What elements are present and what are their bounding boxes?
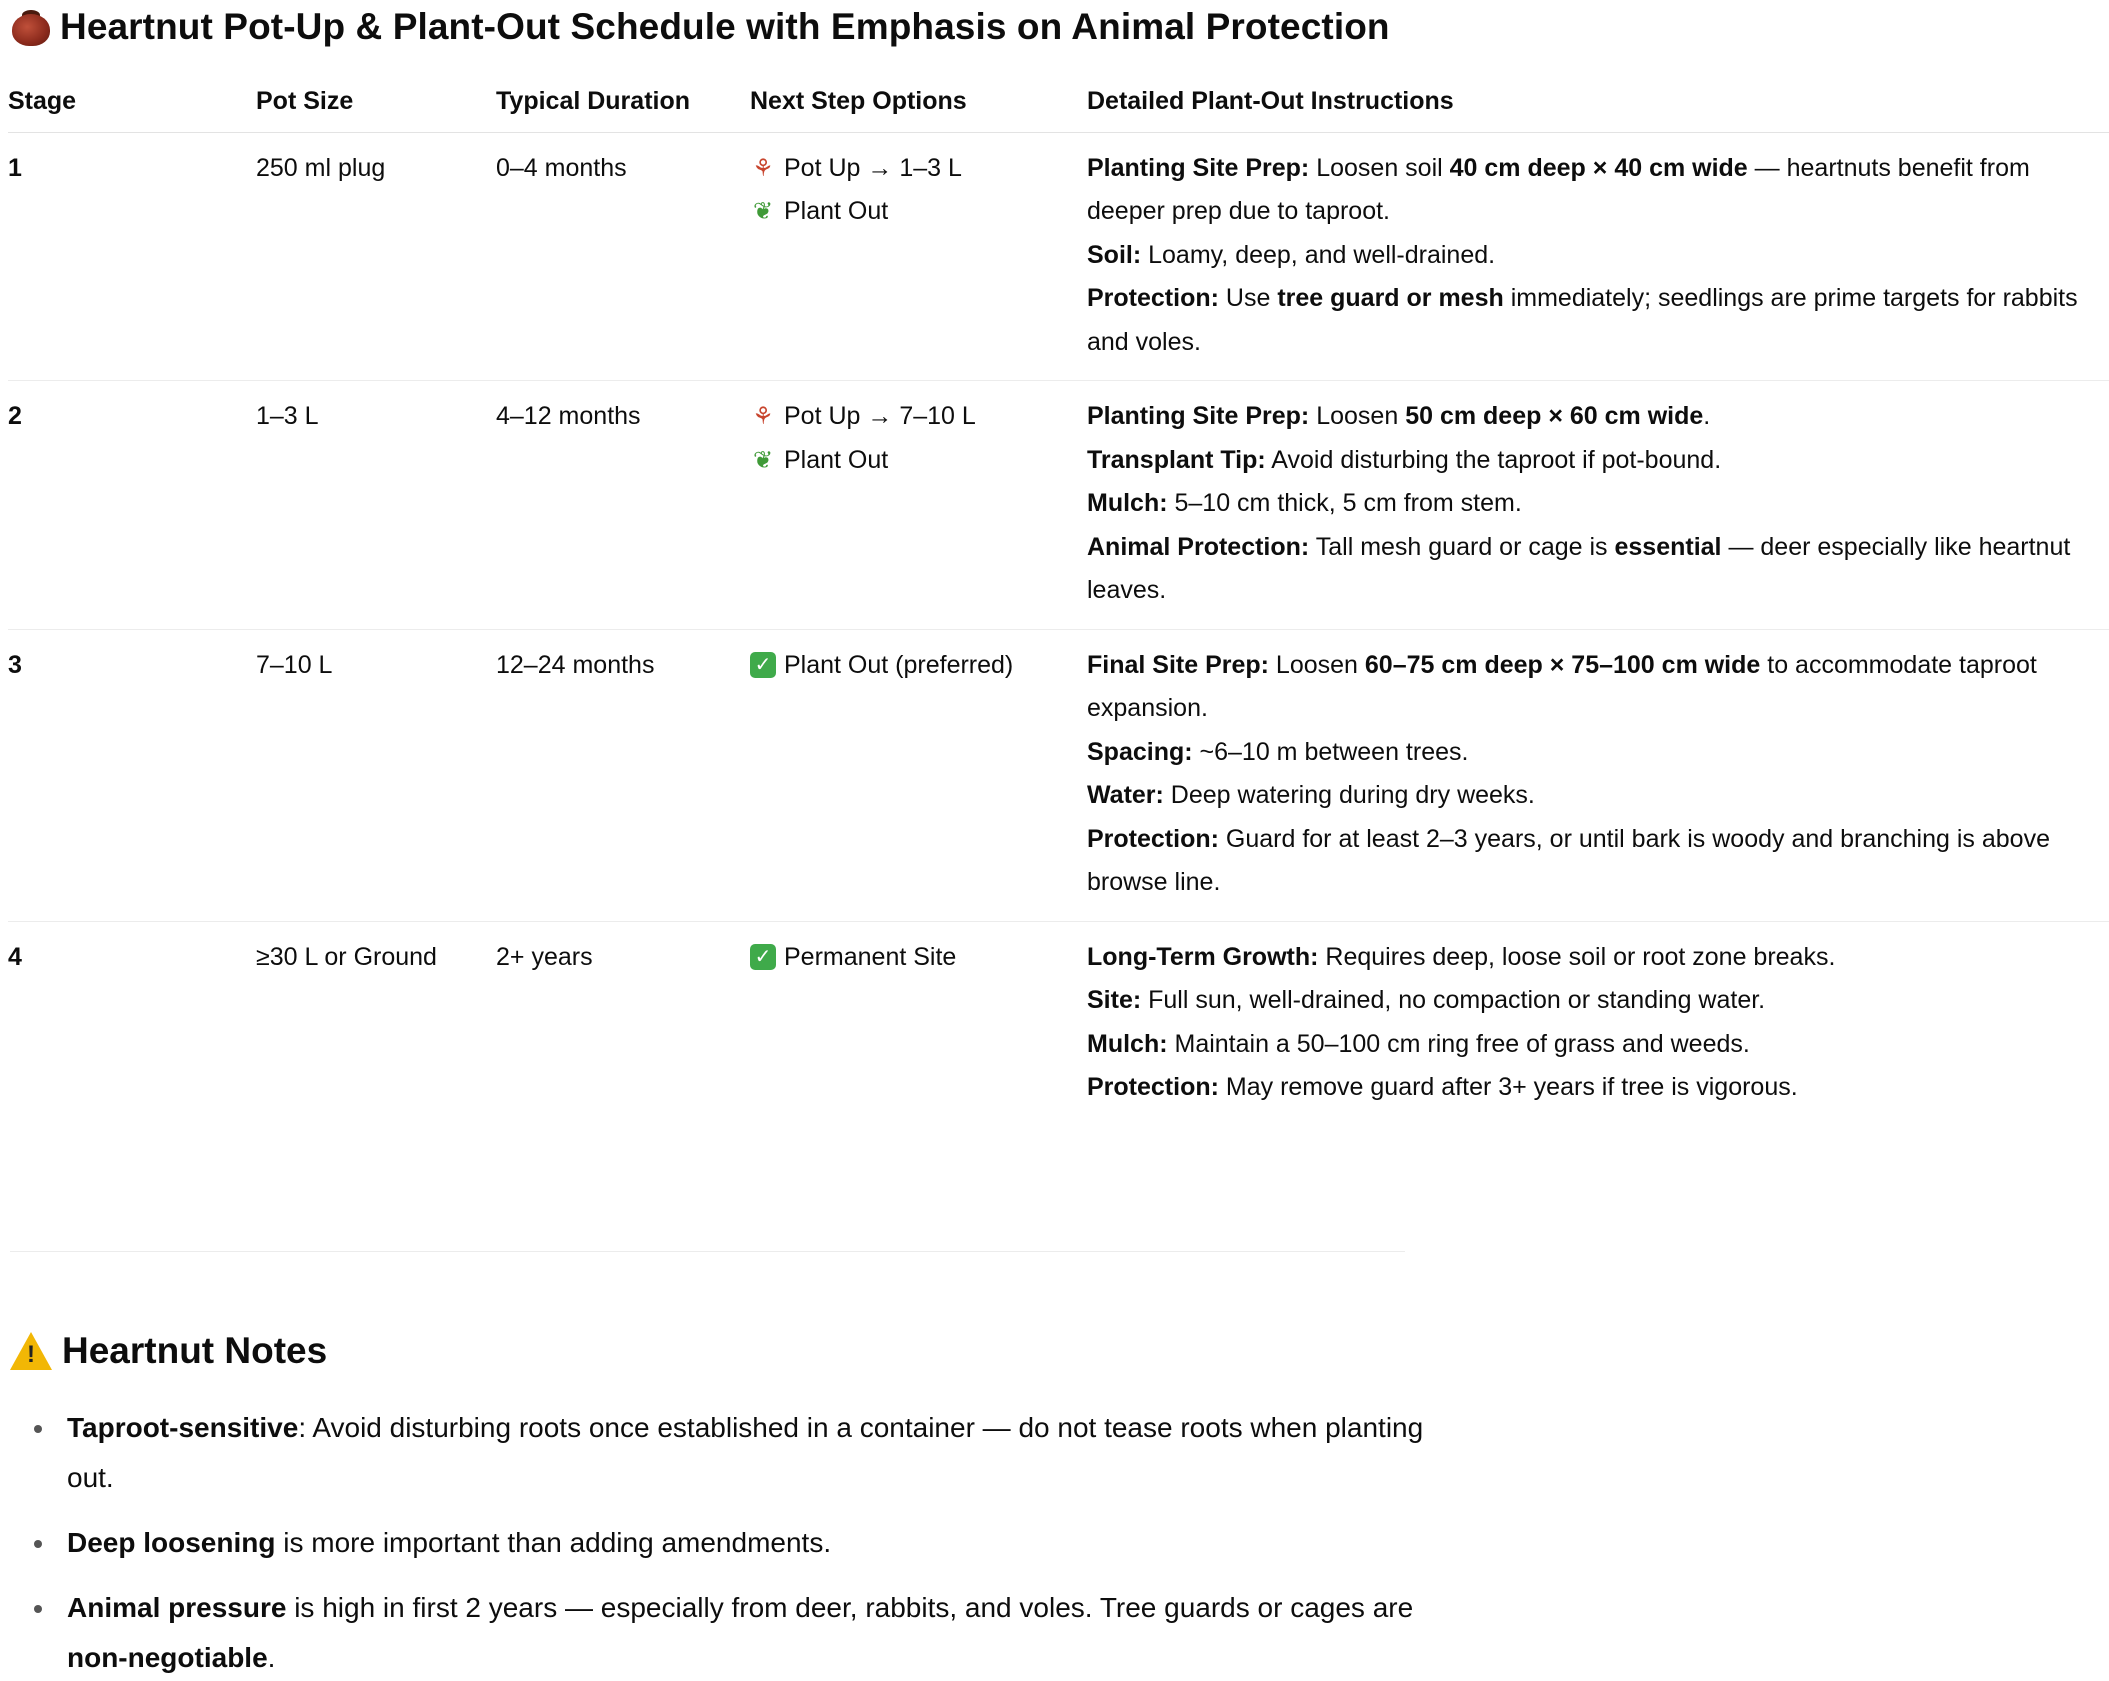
instruction-line <box>1087 482 2109 526</box>
option-item <box>750 439 1087 483</box>
text-segment: Maintain a 50–100 cm ring free of grass and weeds. <box>1167 1029 1750 1058</box>
pot-size-cell: ≥30 L or Ground <box>256 942 437 971</box>
text-segment: Guard for at least 2–3 years, or until bark is woody and branching is above browse line. <box>1087 824 2050 896</box>
bold-text: Deep loosening <box>67 1527 276 1558</box>
bold-text: Protection: <box>1087 284 1219 312</box>
stage-cell: 2 <box>8 381 256 630</box>
instructions-cell <box>1087 921 2109 1126</box>
bold-text: Animal Protection: <box>1087 532 1310 561</box>
bold-text: essential <box>1614 532 1722 561</box>
instructions-cell <box>1087 629 2109 921</box>
schedule-table <box>8 78 2109 1126</box>
note-item <box>34 1583 1424 1681</box>
text-segment: 5–10 cm thick, 5 cm from stem. <box>1167 489 1522 517</box>
pot-size-cell: 250 ml plug <box>256 132 496 381</box>
text-segment: Requires deep, loose soil or root zone breaks. <box>1318 942 1836 971</box>
bold-text: Planting Site Prep: <box>1087 402 1310 430</box>
option-label: Plant Out <box>784 197 889 225</box>
stage-cell: 3 <box>8 629 256 921</box>
option-item <box>750 147 1087 191</box>
instructions-cell <box>1087 381 2109 630</box>
option-label: Pot Up → 1–3 L <box>784 153 962 182</box>
option-label: Plant Out <box>784 445 889 474</box>
pot-size-cell: 1–3 L <box>256 381 496 630</box>
text-segment: . <box>267 1642 276 1673</box>
instruction-line <box>1087 936 2109 980</box>
text-segment: immediately; seedlings are prime targets for rabbits and voles. <box>1087 284 2078 356</box>
options-cell <box>750 381 1087 630</box>
text-segment: Full sun, well-drained, no compaction or standing water. <box>1141 986 1766 1014</box>
chestnut-icon <box>10 8 52 46</box>
text-segment: Loosen <box>1268 650 1365 679</box>
herb-icon: ❦ <box>752 197 774 225</box>
text-segment: Loamy, deep, and well-drained. <box>1141 240 1496 269</box>
duration-cell: 2+ years <box>496 942 593 971</box>
instruction-line <box>1087 234 2109 278</box>
instructions-cell <box>1087 132 2109 381</box>
bold-text: tree guard or mesh <box>1277 284 1504 312</box>
bold-text: Long-Term Growth: <box>1087 942 1319 971</box>
instruction-line <box>1087 731 2109 775</box>
bold-text: non-negotiable <box>67 1642 268 1673</box>
option-item <box>750 190 1087 234</box>
notes-list <box>34 1403 1424 1681</box>
potted-plant-icon: ⚘ <box>752 153 774 182</box>
instruction-line <box>1087 395 2109 439</box>
table-row <box>8 921 2109 1126</box>
text-segment: to accommodate taproot expansion. <box>1087 650 2037 722</box>
section-divider <box>10 1251 1405 1252</box>
bold-text: 40 cm deep × 40 cm wide <box>1449 153 1748 182</box>
header-pot-size: Pot Size <box>256 78 496 132</box>
notes-heading-text: Heartnut Notes <box>62 1330 328 1371</box>
instruction-line <box>1087 979 2109 1023</box>
bold-text: Mulch: <box>1087 489 1168 517</box>
option-label: Plant Out (preferred) <box>784 650 1014 679</box>
bold-text: Protection: <box>1087 824 1219 853</box>
text-segment: May remove guard after 3+ years if tree is vigorous. <box>1218 1073 1798 1101</box>
instruction-line <box>1087 818 2109 905</box>
duration-cell: 0–4 months <box>496 132 750 381</box>
instruction-line <box>1087 526 2109 613</box>
pot-size-cell: 7–10 L <box>256 629 496 921</box>
header-plant-out-instructions: Detailed Plant-Out Instructions <box>1087 78 2109 132</box>
table-row <box>8 132 2109 381</box>
text-segment: Use <box>1218 284 1278 312</box>
text-segment: Loosen <box>1309 402 1406 430</box>
warning-icon: ! <box>10 1332 52 1370</box>
instruction-line <box>1087 644 2109 731</box>
option-label: Pot Up → 7–10 L <box>784 402 976 430</box>
text-segment: ~6–10 m between trees. <box>1192 737 1469 766</box>
notes-heading <box>10 1330 327 1372</box>
bold-text: Mulch: <box>1087 1029 1168 1058</box>
header-next-step-options: Next Step Options <box>750 78 1087 132</box>
option-item <box>750 395 1087 439</box>
bold-text: Site: <box>1087 986 1142 1014</box>
option-item <box>750 644 1087 688</box>
table-row <box>8 381 2109 630</box>
instruction-line <box>1087 147 2109 234</box>
bold-text: Final Site Prep: <box>1087 650 1269 679</box>
instruction-line <box>1087 1066 2109 1110</box>
duration-cell: 4–12 months <box>496 381 750 630</box>
option-label: Permanent Site <box>784 942 957 971</box>
bold-text: Soil: <box>1087 240 1142 269</box>
instruction-line <box>1087 439 2109 483</box>
page-title-text: Heartnut Pot-Up & Plant-Out Schedule with Emphasis on Animal Protection <box>60 6 1390 47</box>
text-segment: Avoid disturbing the taproot if pot-bound. <box>1265 445 1722 474</box>
table-row <box>8 629 2109 921</box>
bold-text: Water: <box>1087 781 1164 809</box>
text-segment: is high in first 2 years — especially from deer, rabbits, and voles. Tree guards or cages are <box>286 1592 1414 1623</box>
potted-plant-icon: ⚘ <box>752 402 774 430</box>
header-stage: Stage <box>8 78 256 132</box>
bold-text: Spacing: <box>1087 737 1193 766</box>
bold-text: Transplant Tip: <box>1087 445 1266 474</box>
stage-cell: 1 <box>8 132 256 381</box>
bold-text: Protection: <box>1087 1073 1219 1101</box>
herb-icon: ❦ <box>752 445 774 474</box>
bold-text: Taproot-sensitive <box>67 1412 299 1443</box>
instruction-line <box>1087 277 2109 364</box>
page-title <box>10 6 1390 48</box>
check-mark-icon: ✓ <box>750 944 776 970</box>
bold-text: 60–75 cm deep × 75–100 cm wide <box>1364 650 1761 679</box>
text-segment: — heartnuts benefit from deeper prep due to taproot. <box>1087 153 2030 225</box>
stage-cell: 4 <box>8 942 22 971</box>
instruction-line <box>1087 1023 2109 1067</box>
option-item <box>750 936 1087 980</box>
options-cell <box>750 629 1087 921</box>
instruction-line <box>1087 774 2109 818</box>
text-segment: Tall mesh guard or cage is <box>1309 532 1615 561</box>
text-segment: Deep watering during dry weeks. <box>1163 781 1535 809</box>
bold-text: Animal pressure <box>67 1592 287 1623</box>
options-cell <box>750 921 1087 1126</box>
bold-text: 50 cm deep × 60 cm wide <box>1405 402 1704 430</box>
text-segment: Loosen soil <box>1309 153 1450 182</box>
table-header-row <box>8 78 2109 132</box>
header-typical-duration: Typical Duration <box>496 78 750 132</box>
note-item <box>34 1403 1424 1503</box>
note-item <box>34 1518 1424 1568</box>
text-segment: : Avoid disturbing roots once established in a container — do not tease roots when planting out. <box>67 1412 1424 1493</box>
text-segment: is more important than adding amendments. <box>275 1527 832 1558</box>
options-cell <box>750 132 1087 381</box>
text-segment: . <box>1703 402 1711 430</box>
text-segment: — deer especially like heartnut leaves. <box>1087 532 2071 604</box>
check-mark-icon: ✓ <box>750 652 776 678</box>
bold-text: Planting Site Prep: <box>1087 153 1310 182</box>
duration-cell: 12–24 months <box>496 629 750 921</box>
